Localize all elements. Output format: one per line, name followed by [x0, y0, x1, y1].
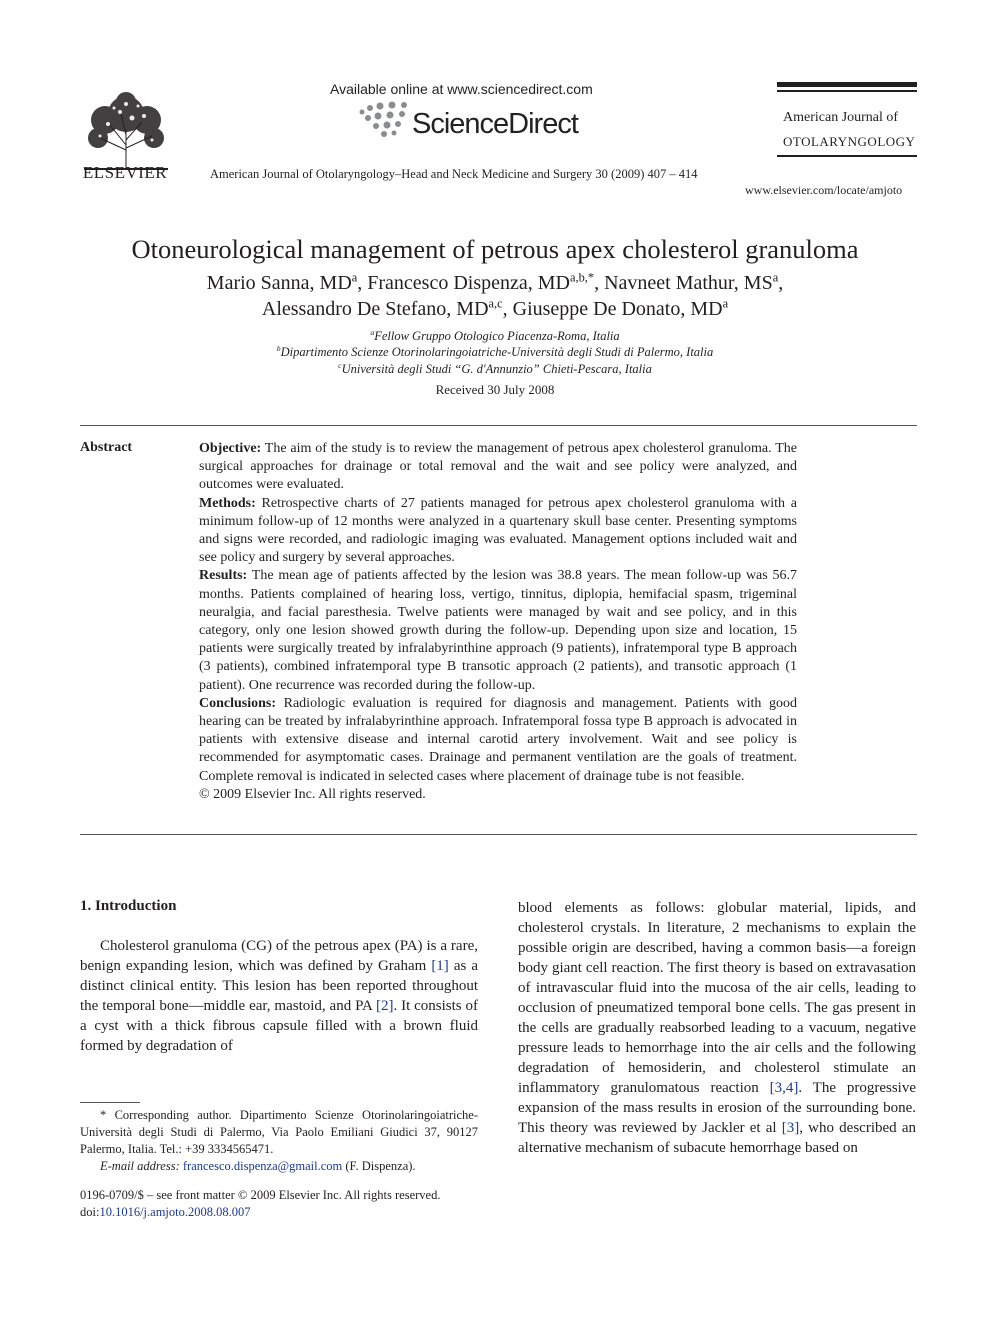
citation-link[interactable]: [1] — [431, 958, 449, 974]
affiliation-b: $^b$Dipartimento Scienze Otorinolaringoiatriche-Università degli Studi di Palermo, Italia — [276, 343, 714, 359]
author-name: Navneet Mathur, MS — [604, 272, 773, 294]
affiliation-c: $^c$Università degli Studi “G. d'Annunzio” Chieti-Pescara, Italia — [338, 360, 652, 376]
citation-link[interactable]: [3] — [781, 1120, 800, 1136]
abstract-objective: Objective: The aim of the study is to review the management of petrous apex cholesterol granuloma. The surgical approaches for drainage or total removal and the wait and see policy were analyzed, and outcomes were evaluated. — [199, 441, 797, 493]
sciencedirect-wordmark: ScienceDirect — [412, 108, 578, 140]
body-column-right — [518, 898, 916, 1158]
journal-name-line1: American Journal of — [783, 110, 899, 125]
abstract-label: Abstract — [80, 440, 133, 455]
journal-rule-bottom — [777, 155, 917, 157]
journal-rule-thin — [777, 90, 917, 92]
section-heading-introduction: 1. Introduction — [80, 898, 177, 914]
author-name: Alessandro De Stefano, MD — [261, 298, 489, 320]
author-list-line2: Alessandro De Stefano, MD$^{a,c}$, Giuseppe De Donato, $MD^a$ — [261, 296, 729, 320]
body-column-left — [80, 936, 478, 1056]
journal-url-link[interactable]: www.elsevier.com/locate/amjoto — [745, 183, 903, 197]
footnote-rule — [80, 1102, 140, 1103]
author-name: Francesco Dispenza, MD — [367, 272, 570, 294]
available-online-text[interactable]: Available online at www.sciencedirect.com — [330, 81, 593, 97]
author-name: Giuseppe De Donato, MD — [512, 298, 723, 320]
intro-paragraph-1: Cholesterol granuloma (CG) of the petrous apex (PA) is a rare, benign expanding lesion, which was defined by Graham [1] as a distinct clinical entity. This lesion has been reported throughout the temporal bone—middle ear, mastoid, and PA [2]. It consists of a cyst with a thick fibrous capsule filled with a brown fluid formed by degradation of — [80, 938, 479, 1054]
corresponding-author-text: * Corresponding author. Dipartimento Scienze Otorinolaringoiatriche-Università degli Studi di Palermo, Via Paolo Emiliani Giudici 37, 90127 Palermo, Italia. Tel.: +39 3334565471. — [80, 1108, 478, 1156]
abstract-copyright: © 2009 Elsevier Inc. All rights reserved. — [199, 786, 426, 802]
journal-rule-thick — [777, 82, 917, 87]
abstract-divider-bottom — [80, 834, 917, 835]
email-link[interactable]: francesco.dispenza@gmail.com — [182, 1159, 343, 1173]
doi-link[interactable]: 10.1016/j.amjoto.2008.08.007 — [99, 1205, 251, 1219]
author-list-line1: Mario Sanna, $MD^a$, Francesco Dispenza, $MD^{a,b,*}$, Navneet Mathur, $MS^a$, — [206, 270, 784, 294]
corresponding-author-footnote: * Corresponding author. Dipartimento Scienze Otorinolaringoiatriche-Università degli Studi di Palermo, Via Paolo Emiliani Giudici 37, 90127 Palermo, Italia. Tel.: +39 3334565471. E-mail address: francesco.dispenza@gmail.com (F. Dispenza). — [80, 1108, 478, 1173]
abstract-divider-top — [80, 425, 917, 426]
article-title: Otoneurological management of petrous apex cholesterol granuloma — [131, 234, 859, 264]
email-label: E-mail address: — [100, 1159, 180, 1173]
author-name: Mario Sanna, MD — [206, 272, 352, 294]
journal-citation: American Journal of Otolaryngology–Head and Neck Medicine and Surgery 30 (2009) 407 – 414 — [210, 167, 698, 181]
front-matter-text: 0196-0709/$ – see front matter © 2009 Elsevier Inc. All rights reserved. — [80, 1188, 441, 1202]
abstract-body — [199, 440, 797, 804]
received-date: Received 30 July 2008 — [435, 382, 555, 397]
publisher-name: ELSEVIER — [82, 163, 168, 182]
front-matter: 0196-0709/$ – see front matter © 2009 Elsevier Inc. All rights reserved. doi:10.1016/j.amjoto.2008.08.007 — [80, 1187, 500, 1221]
citation-link[interactable]: [2] — [375, 998, 394, 1014]
journal-name-line2: OTOLARYNGOLOGY — [783, 134, 916, 149]
intro-paragraph-2: blood elements as follows: globular material, lipids, and cholesterol crystals. In literature, 2 mechanisms to explain the possible origin are described, having a common basis—a foreign body giant cell reaction. The first theory is based on extravasation of intravascular fluid into the mucosa of the air cells, leading to occlusion of pneumatized temporal bone cells. The gas present in the cells are gradually reabsorbed leading to a vacuum, negative pressure leads to hemorrhage into the air cells and the following degradation of hemosiderin, and cholesterol stimulate an inflammatory granulomatous reaction [3,4]. The progressive expansion of the mass results in erosion of the surrounding bone. This theory was reviewed by Jackler et al [3], who described an alternative mechanism of subacute hemorrhage based on — [518, 900, 916, 1156]
abstract-results: Results: The mean age of patients affected by the lesion was 38.8 years. The mean follow-up was 56.7 months. Patients complained of hearing loss, vertigo, tinnitus, diplopia, hemifacial spasm, trigeminal neuralgia, and facial paresthesia. Twelve patients were managed by wait and see policy, and in this category, only one lesion showed growth during the follow-up. Depending upon size and location, 15 patients were surgically treated by infralabyrinthine approach (9 patients), infratemporal type B approach (3 patients), combined infratemporal type B transotic approach (2 patients), and transotic approach (1 patient). One recurrence was recorded during the follow-up. — [199, 568, 797, 693]
abstract-methods: Methods: Retrospective charts of 27 patients managed for petrous apex cholesterol granuloma with a minimum follow-up of 12 months were analyzed in a quartenary skull base center. Presenting symptoms and signs were recorded, and radiologic imaging was evaluated. Management options included wait and see policy and surgery by several approaches. — [199, 495, 797, 566]
affiliation-a: $^a$Fellow Gruppo Otologico Piacenza-Roma, Italia — [370, 327, 620, 343]
citation-link[interactable]: [3,4] — [769, 1080, 799, 1096]
abstract-conclusions: Conclusions: Radiologic evaluation is required for diagnosis and management. Patients with good hearing can be treated by infralabyrinthine approach. Infratemporal fossa type B approach is advocated in patients with extensive disease and internal carotid artery involvement. Wait and see policy is recommended for asymptomatic cases. Drainage and permanent ventilation are the goals of treatment. Complete removal is indicated in selected cases where placement of drainage tube is not feasible. — [199, 695, 797, 784]
